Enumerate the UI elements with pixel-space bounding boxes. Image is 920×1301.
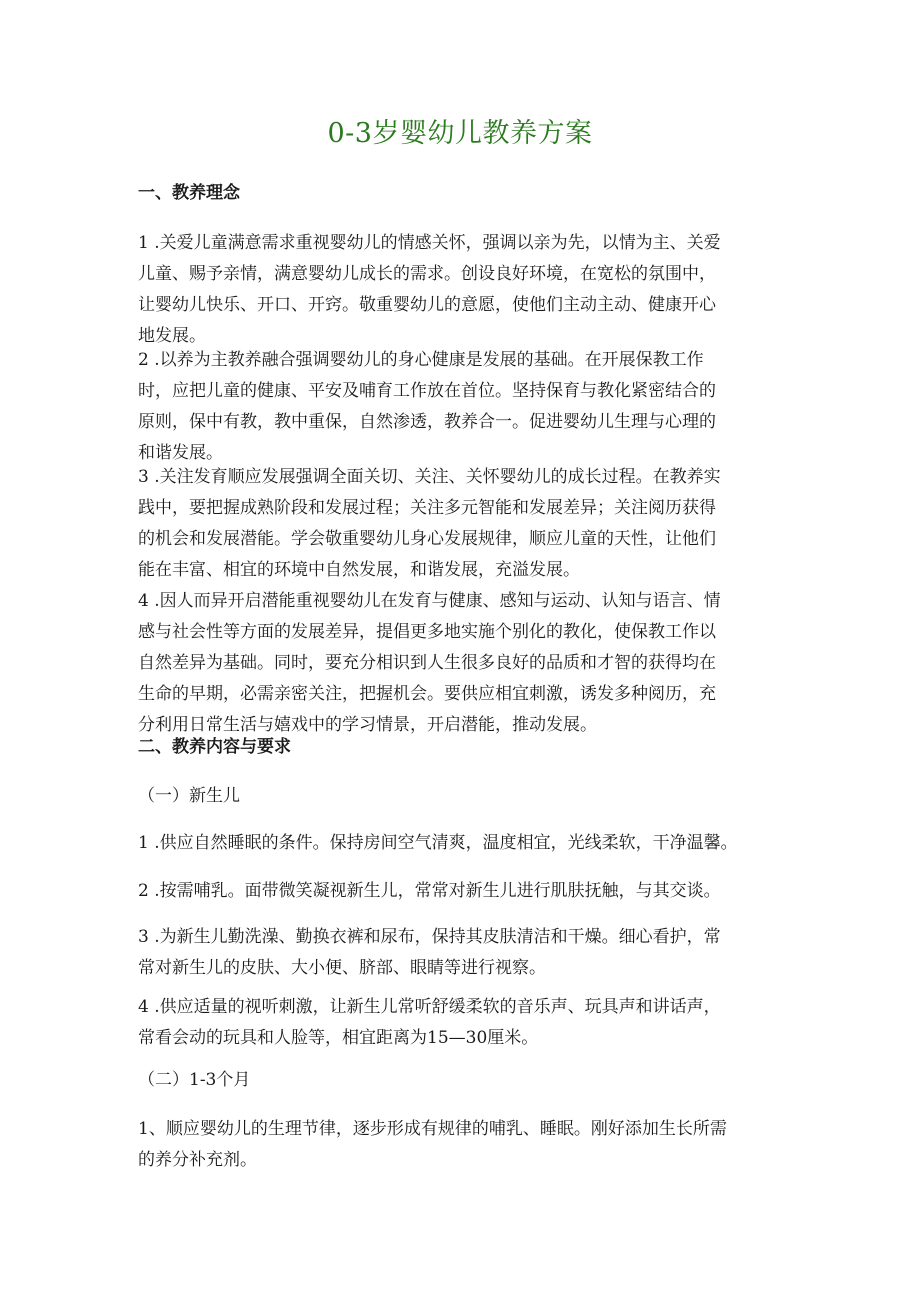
text-line: 感与社会性等方面的发展差异，提倡更多地实施个别化的教化，使保教工作以	[138, 622, 716, 642]
paragraph-newborn-2	[138, 876, 788, 907]
section-heading-philosophy: 一、教养理念	[138, 183, 240, 203]
text-line: 能在丰富、相宜的环境中自然发展，和谐发展，充溢发展。	[138, 560, 580, 580]
text-line: 4 .因人而异开启潜能重视婴幼儿在发育与健康、感知与运动、认知与语言、情	[138, 591, 721, 611]
text-line: 和谐发展。	[138, 443, 223, 463]
text-line: 常对新生儿的皮肤、大小便、脐部、眼睛等进行视察。	[138, 958, 546, 978]
text-line: 让婴幼儿快乐、开口、开窍。敬重婴幼儿的意愿，使他们主动主动、健康开心	[138, 295, 716, 315]
text-line: 4 .供应适量的视听刺激，让新生儿常听舒缓柔软的音乐声、玩具声和讲话声，	[138, 997, 721, 1017]
text-line: 1 .供应自然睡眠的条件。保持房间空气清爽，温度相宜，光线柔软，干净温馨。	[138, 833, 738, 853]
paragraph-philosophy-3	[138, 462, 788, 586]
paragraph-newborn-3	[138, 922, 788, 984]
paragraph-newborn-4	[138, 992, 788, 1054]
text-line: 分利用日常生活与嬉戏中的学习情景，开启潜能，推动发展。	[138, 715, 597, 735]
text-line: 2 .以养为主教养融合强调婴幼儿的身心健康是发展的基础。在开展保教工作	[138, 350, 704, 370]
text-line: 原则，保中有教，教中重保，自然渗透，教养合一。促进婴幼儿生理与心理的	[138, 412, 716, 432]
text-line: 儿童、赐予亲情，满意婴幼儿成长的需求。创设良好环境，在宽松的氛围中，	[138, 264, 716, 284]
text-line: 地发展。	[138, 326, 206, 346]
text-line: 自然差异为基础。同时，要充分相识到人生很多良好的品质和才智的获得均在	[138, 653, 716, 673]
subsection-label-newborn: （一）新生儿	[138, 786, 240, 806]
text-line: 践中，要把握成熟阶段和发展过程；关注多元智能和发展差异；关注阅历获得	[138, 498, 716, 518]
text-line: 1 .关爱儿童满意需求重视婴幼儿的情感关怀，强调以亲为先，以情为主、关爱	[138, 233, 721, 253]
paragraph-philosophy-2	[138, 345, 788, 469]
text-line: 3 .为新生儿勤洗澡、勤换衣裤和尿布，保持其皮肤清洁和干燥。细心看护，常	[138, 927, 721, 947]
text-line: 时，应把儿童的健康、平安及哺育工作放在首位。坚持保育与教化紧密结合的	[138, 381, 716, 401]
paragraph-1-3-months-1	[138, 1114, 788, 1176]
text-line: 生命的早期，必需亲密关注，把握机会。要供应相宜刺激，诱发多种阅历，充	[138, 684, 716, 704]
text-line: 的养分补充剂。	[138, 1150, 257, 1170]
subsection-label-1-3-months: （二）1-3个月	[138, 1070, 251, 1090]
paragraph-newborn-1	[138, 828, 788, 859]
paragraph-philosophy-4	[138, 586, 788, 741]
text-line: 常看会动的玩具和人脸等，相宜距离为15—30厘米。	[138, 1028, 539, 1048]
paragraph-philosophy-1	[138, 228, 788, 352]
text-line: 的机会和发展潜能。学会敬重婴幼儿身心发展规律，顺应儿童的天性，让他们	[138, 529, 716, 549]
section-heading-content: 二、教养内容与要求	[138, 737, 291, 757]
text-line: 3 .关注发育顺应发展强调全面关切、关注、关怀婴幼儿的成长过程。在教养实	[138, 467, 721, 487]
text-line: 1、顺应婴幼儿的生理节律，逐步形成有规律的哺乳、睡眠。刚好添加生长所需	[138, 1119, 727, 1139]
text-line: 2 .按需哺乳。面带微笑凝视新生儿，常常对新生儿进行肌肤抚触，与其交谈。	[138, 881, 721, 901]
page-title: 0-3岁婴幼儿教养方案	[327, 118, 593, 149]
